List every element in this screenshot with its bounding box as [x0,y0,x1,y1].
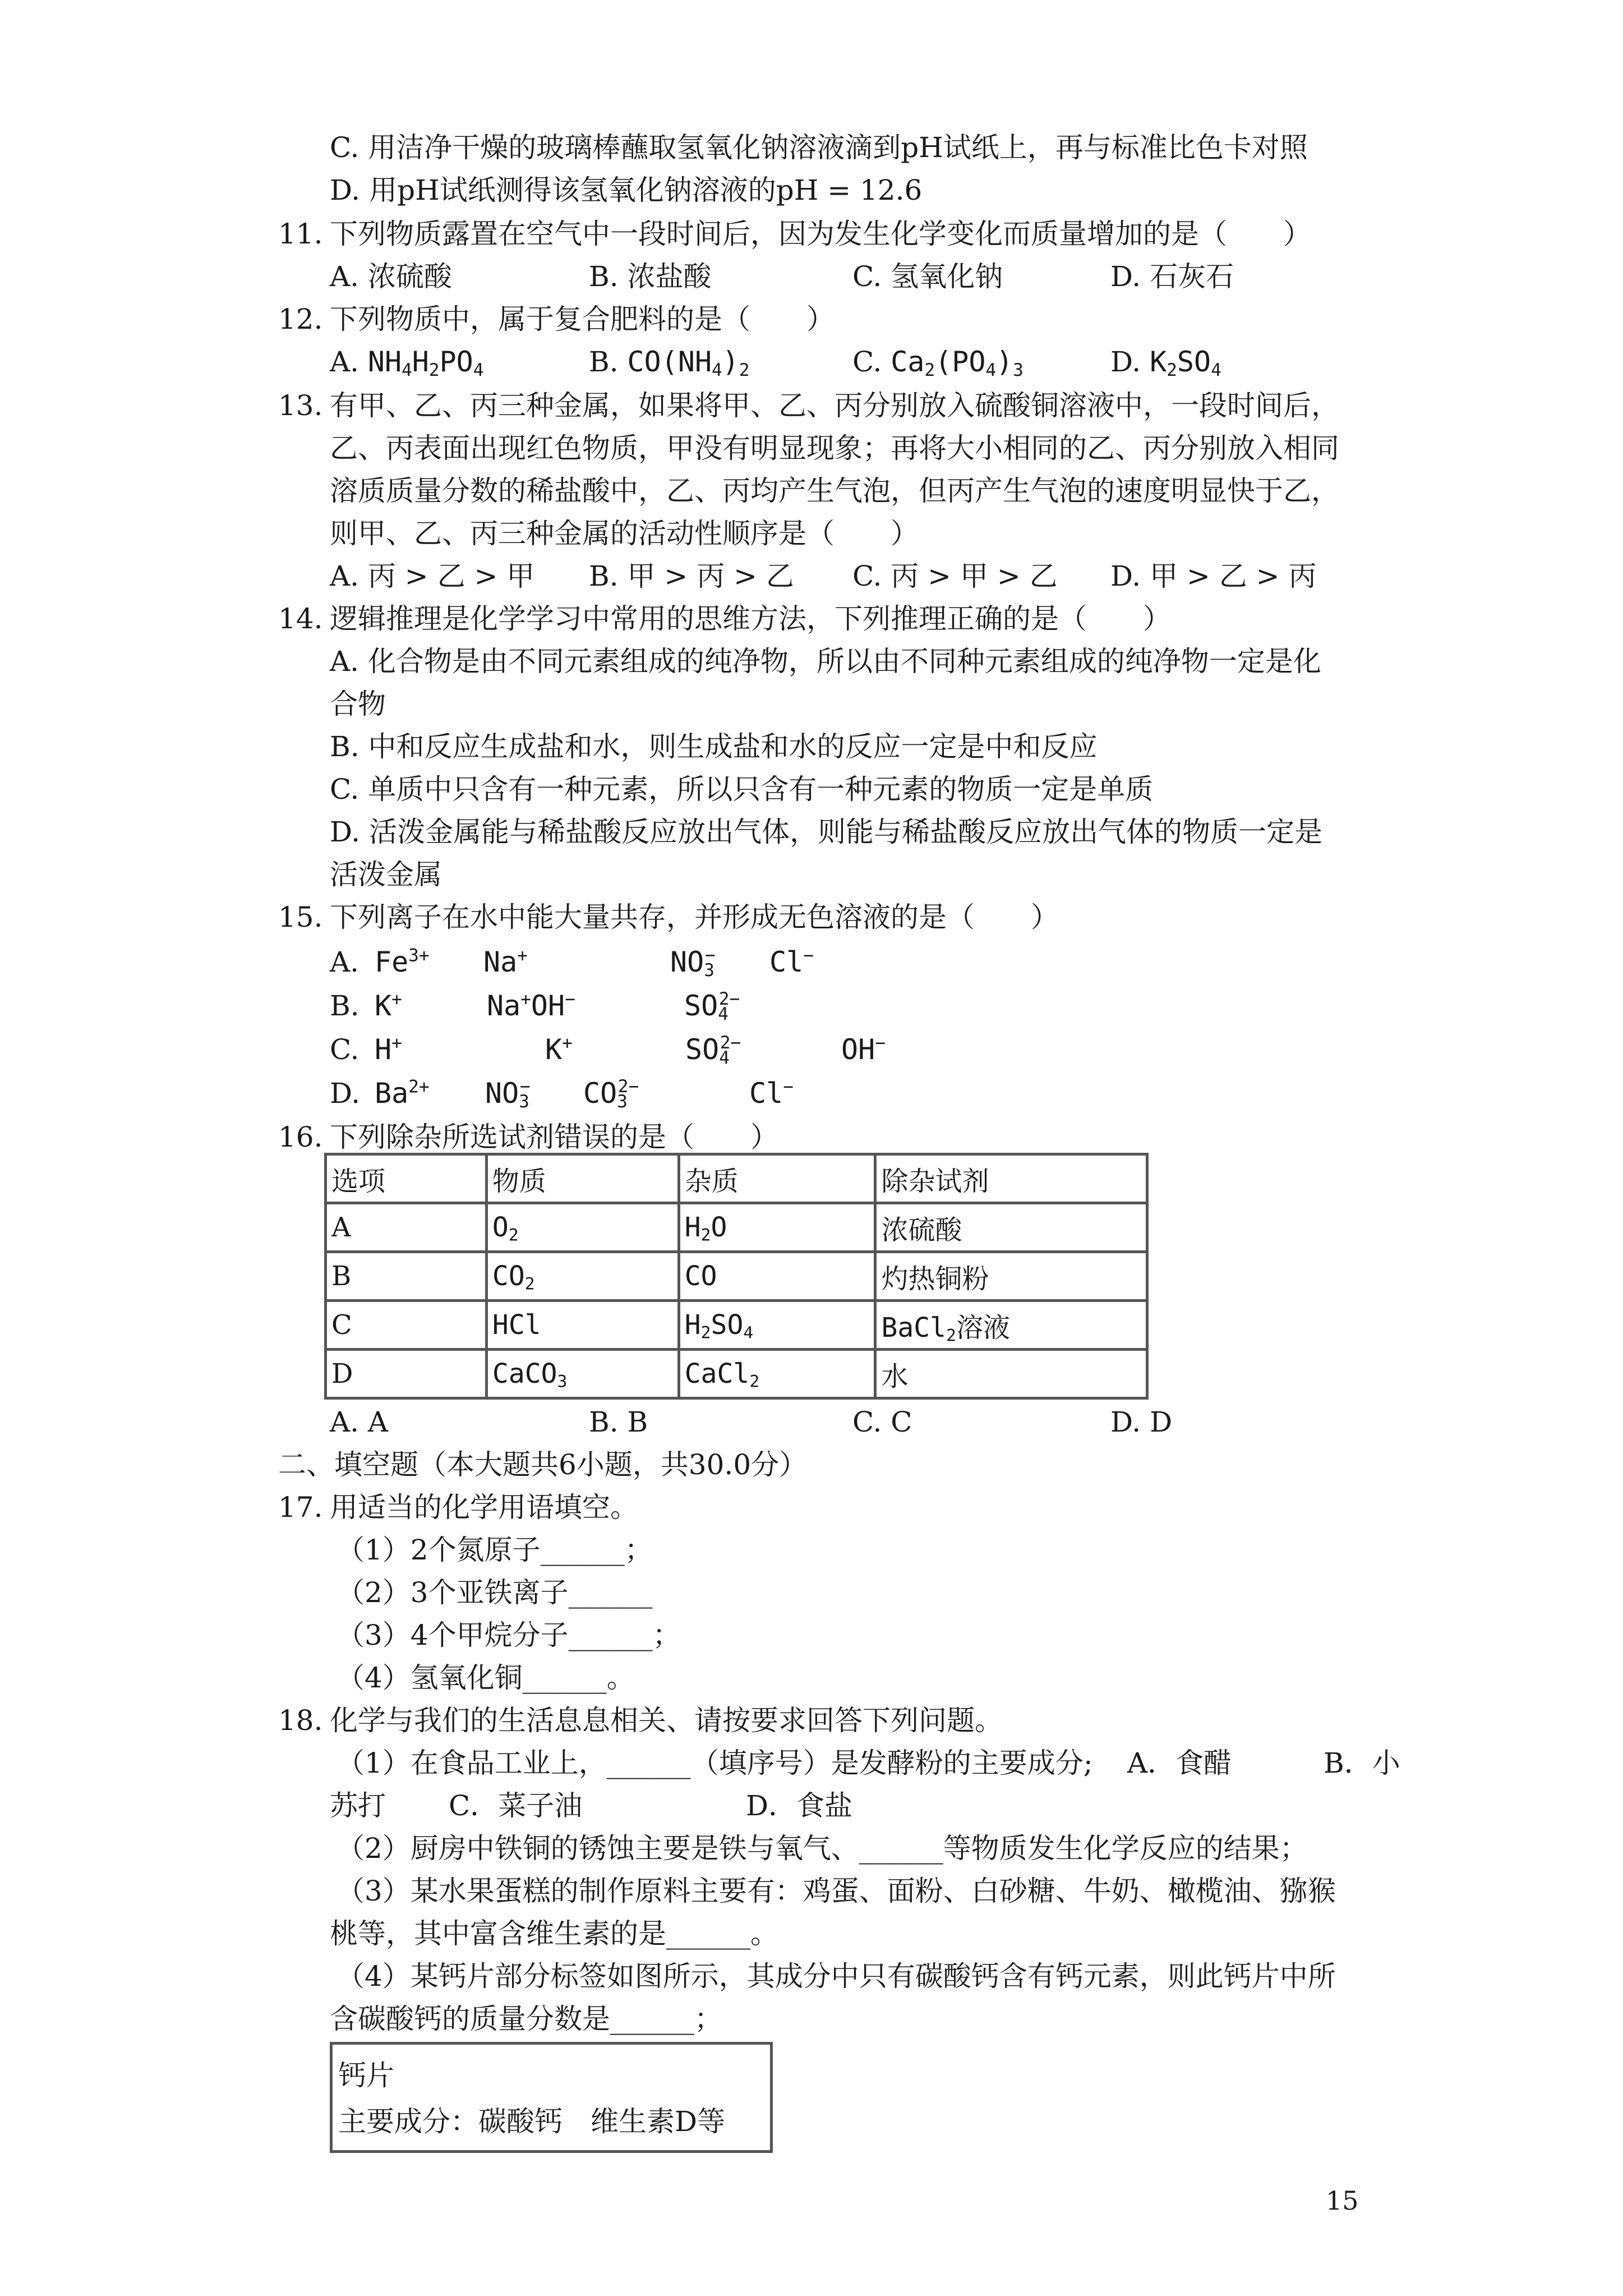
q16-option-b: B. B [589,1406,648,1438]
q15-d-ion-3: $CO_3^{2-}$ [583,1076,639,1112]
q11-option-c: C. 氢氧化钠 [852,260,1003,293]
q13-line-1: 有甲、乙、丙三种金属，如果将甲、乙、丙分别放入硫酸铜溶液中，一段时间后， [330,389,1339,422]
table-header: 选项 [326,1154,487,1203]
q12-option-c-label: C. [852,346,891,378]
q16-option-c: C. C [852,1406,912,1438]
q16-number: 16. [278,1121,323,1153]
reagent-solution-text: 溶液 [956,1312,1010,1343]
q13-line-2: 乙、丙表面出现红色物质，甲没有明显现象；再将大小相同的乙、丙分别放入相同 [330,432,1339,464]
q18-stem: 化学与我们的生活息息相关、请按要求回答下列问题。 [330,1704,1003,1737]
q18-part-1-option-b-cont: 苏打 [330,1789,386,1822]
table-row [326,1301,1147,1350]
impurity-table [324,1153,1149,1400]
q11-stem: 下列物质露置在空气中一段时间后，因为发生化学变化而质量增加的是（ ） [330,218,1311,250]
table-row [326,1203,1147,1252]
q15-d-ion-2: $NO_3^-$ [485,1076,531,1112]
table-cell-substance: HCl [486,1301,679,1350]
table-cell-impurity: $H_2O$ [679,1203,875,1252]
calcium-tablet-label [330,2042,773,2153]
q15-b-ion-2: Na+OH− [487,989,575,1022]
table-cell-substance: CaCO$_3$ [486,1350,679,1398]
q14-option-b: B. 中和反应生成盐和水，则生成盐和水的反应一定是中和反应 [330,730,1098,763]
q15-d-ion-1: $Ba^{2+}$ [375,1076,430,1110]
table-header: 杂质 [679,1154,875,1203]
q15-a-ion-2: Na+ [483,945,528,978]
q15-option-c-label: C. [330,1033,359,1066]
q18-part-1-option-a: A．食醋 [1127,1747,1232,1779]
q18-part-1-option-c: C．菜子油 [449,1789,583,1822]
q14-number: 14. [278,602,323,635]
q15-c-ion-3: $SO_4^{2-}$ [685,1033,741,1068]
q14-option-a-line-1: A. 化合物是由不同元素组成的纯净物，所以由不同种元素组成的纯净物一定是化 [330,645,1321,678]
q16-option-a: A. A [330,1406,389,1438]
q18-part-3-line-1: （3）某水果蛋糕的制作原料主要有：鸡蛋、面粉、白砂糖、牛奶、橄榄油、猕猴 [336,1875,1336,1907]
q15-number: 15. [278,901,323,933]
q15-c-ion-1: H+ [375,1033,402,1066]
q16-option-d: D. D [1110,1406,1173,1438]
table-cell-reagent: 水 [875,1350,1147,1398]
q15-option-b-label: B. [330,990,359,1022]
q18-part-1-option-b: B．小 [1324,1747,1400,1779]
table-cell: C [326,1301,487,1350]
table-header-row [326,1154,1147,1203]
q18-part-3-line-2: 桃等，其中富含维生素的是______。 [330,1917,778,1950]
q15-a-ion-1: $Fe^{3+}$ [375,945,430,978]
q10-option-c: C. 用洁净干燥的玻璃棒蘸取氢氧化钠溶液滴到pH试纸上，再与标准比色卡对照 [330,131,1308,164]
q18-part-1: （1）在食品工业上，______（填序号）是发酵粉的主要成分; [336,1747,1093,1779]
label-title: 钙片 [338,2059,394,2092]
q15-c-ion-2: K+ [545,1033,573,1066]
q17-part-3: （3）4个甲烷分子______； [336,1619,681,1651]
q12-stem: 下列物质中，属于复合肥料的是（ ） [330,303,834,335]
q12-option-a: A. $NH_4H_2PO_4$ [330,346,484,380]
table-row [326,1252,1147,1301]
q15-a-ion-4: Cl− [769,945,814,978]
q11-option-a: A. 浓硫酸 [330,260,452,293]
q17-part-4: （4）氢氧化铜______。 [336,1662,635,1694]
table-cell-impurity: CaCl$_2$ [679,1350,875,1398]
table-cell: A [326,1203,487,1252]
q12-option-d: D. $K_2SO_4$ [1110,346,1221,380]
table-header: 除杂试剂 [875,1154,1147,1203]
q16-stem: 下列除杂所选试剂错误的是（ ） [330,1121,778,1153]
table-cell-impurity: $H_2SO_4$ [679,1301,875,1350]
label-content: 主要成分：碳酸钙 维生素D等 [338,2105,726,2138]
table-header: 物质 [486,1154,679,1203]
q13-option-a: A. 丙 > 乙 > 甲 [330,560,535,592]
q12-option-b-label: B. [589,346,628,378]
table-row [326,1350,1147,1398]
q15-option-a-label: A. [330,946,359,978]
q13-number: 13. [278,389,323,422]
q11-option-b: B. 浓盐酸 [589,260,712,293]
page-number: 15 [1326,2185,1359,2216]
q17-part-1: （1）2个氮原子______； [336,1534,653,1566]
q12-option-b: B. $CO(NH_4)_2$ [589,346,750,380]
q18-number: 18. [278,1704,323,1737]
q12-option-d-label: D. [1110,346,1150,378]
q17-part-2: （2）3个亚铁离子______ [336,1576,653,1609]
table-cell: D [326,1350,487,1398]
q12-option-c: C. $Ca_2(PO_4)_3$ [852,346,1023,380]
q15-d-ion-4: Cl− [749,1076,794,1110]
q15-a-ion-3: $NO_3^-$ [670,945,716,981]
q10-option-d: D. 用pH试纸测得该氢氧化钠溶液的pH = 12.6 [330,174,923,206]
q12-number: 12. [278,303,323,335]
section-heading: 二、填空题（本大题共6小题，共30.0分） [278,1448,808,1481]
q14-option-d-line-2: 活泼金属 [330,858,442,891]
table-cell-substance: $O_2$ [486,1203,679,1252]
table-cell-impurity: CO [679,1252,875,1301]
q14-stem: 逻辑推理是化学学习中常用的思维方法，下列推理正确的是（ ） [330,602,1171,635]
table-cell: B [326,1252,487,1301]
q18-part-4-line-2: 含碳酸钙的质量分数是______； [330,2003,722,2035]
q18-part-2: （2）厨房中铁铜的锈蚀主要是铁与氧气、______等物质发生化学反应的结果； [336,1832,1308,1865]
q13-option-b: B. 甲 > 丙 > 乙 [589,560,794,592]
q11-number: 11. [278,218,323,250]
q18-part-4-line-1: （4）某钙片部分标签如图所示，其成分中只有碳酸钙含有钙元素，则此钙片中所 [336,1960,1336,1993]
table-cell-reagent: 灼热铜粉 [875,1252,1147,1301]
q15-b-ion-3: $SO_4^{2-}$ [684,989,740,1024]
q15-c-ion-4: OH− [841,1033,886,1066]
q14-option-d-line-1: D. 活泼金属能与稀盐酸反应放出气体，则能与稀盐酸反应放出气体的物质一定是 [330,816,1323,848]
q14-option-c: C. 单质中只含有一种元素，所以只含有一种元素的物质一定是单质 [330,773,1154,806]
q12-option-a-label: A. [330,346,368,378]
q17-number: 17. [278,1491,323,1524]
q18-part-1-option-d: D．食盐 [746,1789,853,1822]
q13-line-3: 溶质质量分数的稀盐酸中，乙、丙均产生气泡，但丙产生气泡的速度明显快于乙， [330,475,1339,507]
q17-stem: 用适当的化学用语填空。 [330,1491,638,1524]
q15-stem: 下列离子在水中能大量共存，并形成无色溶液的是（ ） [330,901,1059,933]
table-cell-reagent: BaCl$_2$溶液 [875,1301,1147,1350]
q13-option-c: C. 丙 > 甲 > 乙 [852,560,1058,592]
q14-option-a-line-2: 合物 [330,688,386,720]
q15-option-d-label: D. [330,1077,361,1110]
q13-option-d: D. 甲 > 乙 > 丙 [1110,560,1317,592]
q13-line-4: 则甲、乙、丙三种金属的活动性顺序是（ ） [330,517,919,550]
q11-option-d: D. 石灰石 [1110,260,1234,293]
table-cell-substance: $CO_2$ [486,1252,679,1301]
q15-b-ion-1: K+ [375,989,402,1022]
table-cell-reagent: 浓硫酸 [875,1203,1147,1252]
